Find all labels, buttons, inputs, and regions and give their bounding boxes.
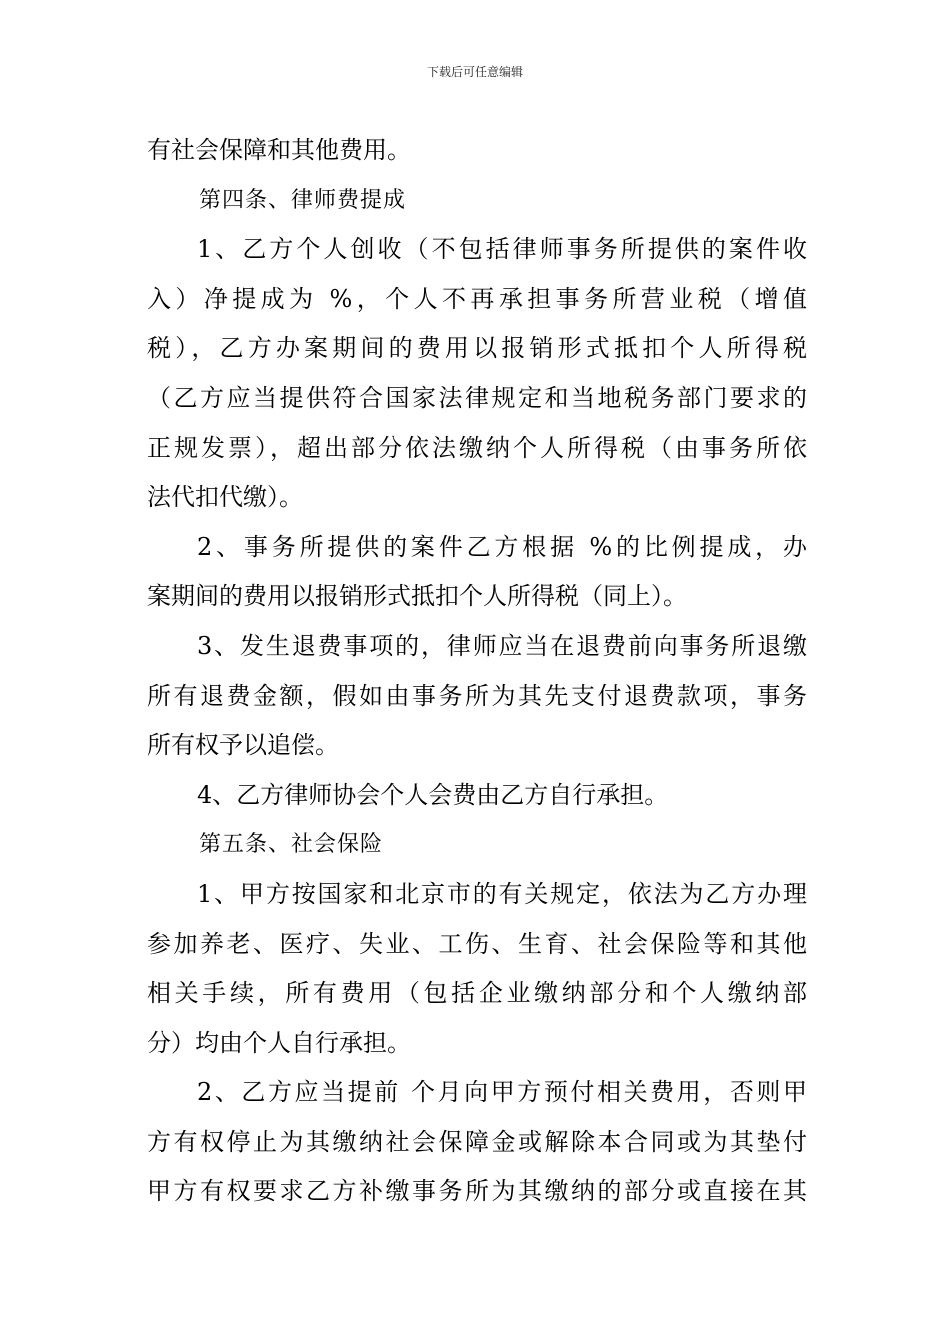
text-line: 4、乙方律师协会个人会费由乙方自行承担。 (197, 780, 669, 809)
text-line: 所有退费金额，假如由事务所为其先支付退费款项，事务 (147, 681, 807, 710)
text-line: 2、事务所提供的案件乙方根据 %的比例提成，办 (197, 532, 807, 561)
text-line: 方有权停止为其缴纳社会保障金或解除本合同或为其垫付 (147, 1127, 807, 1156)
text-line: 案期间的费用以报销形式抵扣个人所得税（同上）。 (147, 582, 687, 611)
text-line: 2、乙方应当提前 个月向甲方预付相关费用，否则甲 (197, 1078, 807, 1107)
text-line: 1、乙方个人创收（不包括律师事务所提供的案件收 (197, 235, 807, 264)
text-line: 甲方有权要求乙方补缴事务所为其缴纳的部分或直接在其 (147, 1177, 807, 1206)
text-line: 3、发生退费事项的，律师应当在退费前向事务所退缴 (197, 631, 807, 660)
text-line: 分）均由个人自行承担。 (147, 1028, 411, 1057)
page-header-note: 下载后可任意编辑 (426, 65, 523, 79)
text-line: 1、甲方按国家和北京市的有关规定，依法为乙方办理 (197, 879, 807, 908)
text-line: 入）净提成为 %，个人不再承担事务所营业税（增值 (147, 284, 807, 313)
text-line: 税），乙方办案期间的费用以报销形式抵扣个人所得税 (147, 334, 807, 363)
document-body (147, 126, 807, 1217)
section-heading-article-5: 第五条、社会保险 (199, 832, 384, 858)
text-line: 正规发票），超出部分依法缴纳个人所得税（由事务所依 (147, 433, 807, 462)
text-line: 所有权予以追偿。 (147, 731, 339, 760)
text-line: （乙方应当提供符合国家法律规定和当地税务部门要求的 (147, 383, 807, 412)
text-line: 法代扣代缴）。 (147, 483, 303, 512)
text-line: 相关手续，所有费用（包括企业缴纳部分和个人缴纳部 (147, 979, 807, 1008)
text-line: 参加养老、医疗、失业、工伤、生育、社会保险等和其他 (147, 929, 807, 958)
section-heading-article-4: 第四条、律师费提成 (199, 187, 407, 213)
text-line: 有社会保障和其他费用。 (147, 136, 411, 164)
